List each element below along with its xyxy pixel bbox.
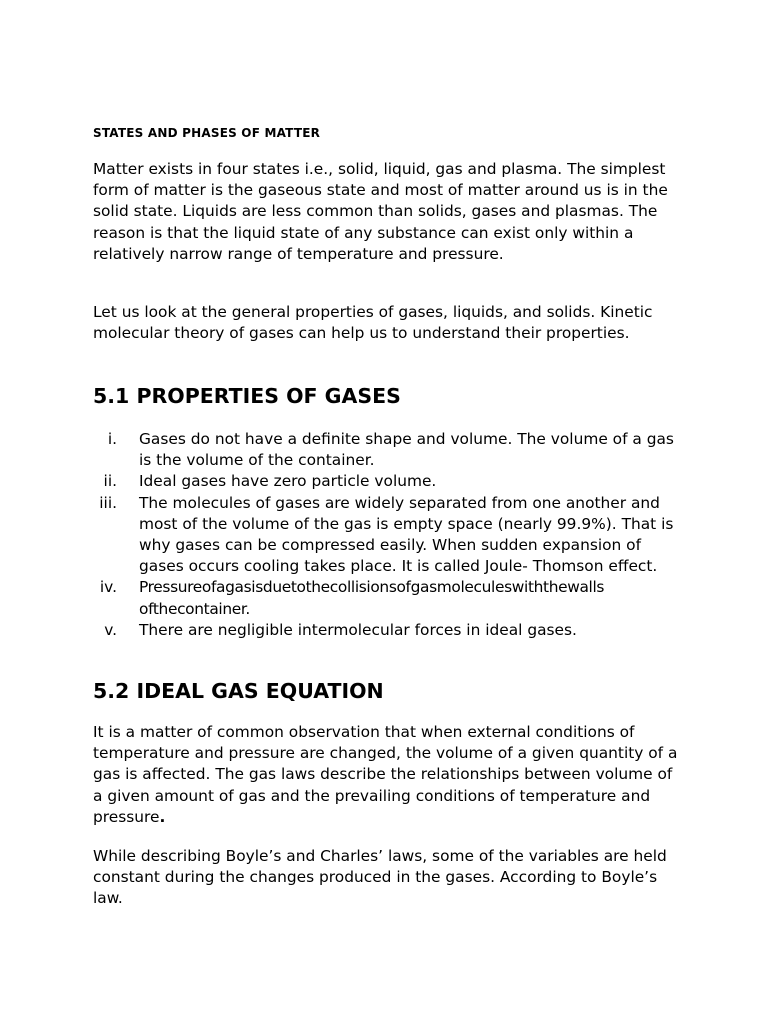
list-item-text: The molecules of gases are widely separated from one another and most of the volume of the gas is empty space (nearly 99.9%). That is why gases can be compressed easily. When sudden expansion of gases occurs cooling takes place. It is called Joule- Thomson effect. xyxy=(139,493,674,576)
list-item xyxy=(93,577,683,619)
list-marker: ii. xyxy=(103,472,117,491)
properties-list xyxy=(93,429,683,641)
properties-intro-paragraph: Let us look at the general properties of gases, liquids, and solids. Kinetic molecular theory of gases can help us to understand their properties. xyxy=(93,303,653,343)
list-item xyxy=(93,493,683,578)
list-item-text: Gases do not have a definite shape and volume. The volume of a gas is the volume of the container. xyxy=(139,430,674,470)
list-item xyxy=(93,471,683,492)
gas-laws-paragraph xyxy=(93,722,678,828)
intro-paragraph: Matter exists in four states i.e., solid, liquid, gas and plasma. The simplest form of matter is the gaseous state and most of matter around us is in the solid state. Liquids are less common than solids, gases and plasmas. The reason is that the liquid state of any substance can exist only within a relatively narrow range of temperature and pressure. xyxy=(93,160,668,263)
list-item xyxy=(93,620,683,641)
list-marker: i. xyxy=(107,430,117,448)
list-marker: iv. xyxy=(99,578,117,597)
list-item xyxy=(93,429,683,471)
list-marker: iii. xyxy=(99,493,117,512)
list-item-text: Ideal gases have zero particle volume. xyxy=(139,472,437,491)
section-heading-properties-of-gases: 5.1 PROPERTIES OF GASES xyxy=(93,384,401,408)
document-title: STATES AND PHASES OF MATTER xyxy=(93,126,321,140)
list-item-text: There are negligible intermolecular forces in ideal gases. xyxy=(139,620,577,639)
boyles-law-paragraph: While describing Boyle’s and Charles’ laws, some of the variables are held constant during the changes produced in the gases. According to Boyle’s law. xyxy=(93,847,667,908)
gas-laws-paragraph-end: . xyxy=(159,807,166,826)
section-heading-ideal-gas-equation: 5.2 IDEAL GAS EQUATION xyxy=(93,679,384,703)
list-item-text: Pressureofagasisduetothecollisionsofgasmoleculeswiththewalls ofthecontainer. xyxy=(139,578,605,618)
gas-laws-paragraph-text: It is a matter of common observation that when external conditions of temperature and pressure are changed, the volume of a given quantity of a gas is affected. The gas laws describe the relationships between volume of a given amount of gas and the prevailing conditions of temperature and pressure xyxy=(93,723,678,826)
list-marker: v. xyxy=(104,620,117,639)
